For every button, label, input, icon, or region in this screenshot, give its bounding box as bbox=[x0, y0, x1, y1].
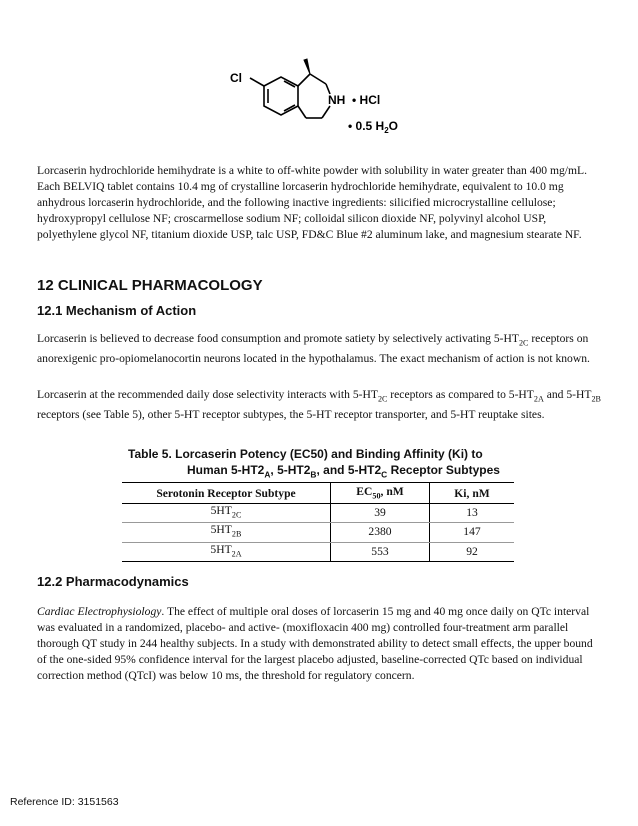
header-subtype: Serotonin Receptor Subtype bbox=[122, 483, 331, 504]
cell-ec50: 553 bbox=[331, 542, 430, 561]
salt-hcl: • HCl bbox=[352, 93, 381, 107]
section-12-2-heading: 12.2 Pharmacodynamics bbox=[37, 574, 189, 589]
hydrate-label: • 0.5 $H_2O$ bbox=[348, 119, 399, 135]
table-row bbox=[122, 504, 514, 523]
atom-cl: Cl bbox=[230, 71, 242, 85]
table-row bbox=[122, 523, 514, 542]
table-header-row bbox=[122, 483, 514, 504]
section-12-1-heading: 12.1 Mechanism of Action bbox=[37, 303, 197, 318]
cell-ec50: 2380 bbox=[331, 523, 430, 542]
section-12-heading: 12 CLINICAL PHARMACOLOGY bbox=[37, 277, 263, 294]
cell-ec50: 39 bbox=[331, 504, 430, 523]
table-5 bbox=[122, 482, 514, 562]
cell-ki: 13 bbox=[430, 504, 515, 523]
cell-subtype: $5HT_{2B}$ bbox=[122, 523, 331, 542]
reference-id: Reference ID: 3151563 bbox=[10, 796, 119, 808]
description-paragraph: Lorcaserin hydrochloride hemihydrate is a white to off-white powder with solubility in water greater than 400 mg/mL. Each BELVIQ tablet contains 10.4 mg of crystalline lorcaserin hydrochloride hemihydrate, equivalent to 10.0 mg anhydrous lorcaserin hydrochloride, and the following inactive ingredients: silicified microcrystalline cellulose; hydroxypropyl cellulose NF; croscarmellose sodium NF; colloidal silicon dioxide NF, polyvinyl alcohol USP, polyethylene glycol NF, titanium dioxide USP, talc USP, FD&C Blue #2 aluminum lake, and magnesium stearate NF. bbox=[37, 164, 588, 241]
atom-nh: NH bbox=[328, 93, 346, 107]
mechanism-paragraph-1: Lorcaserin is believed to decrease food consumption and promote satiety by selectively activating $5-HT_{2C}$ receptors on anorexigenic pro-opiomelanocortin neurons located in the hypothalamus. The exact mechanism of action is not known. bbox=[37, 332, 590, 366]
table-row bbox=[122, 542, 514, 561]
cell-ki: 147 bbox=[430, 523, 515, 542]
mechanism-paragraph-2: Lorcaserin at the recommended daily dose selectivity interacts with $5-HT_{2C}$ receptors as compared to $5-HT_{2A}$ and $5-HT_{2B}$ receptors (see Table 5), other 5-HT receptor subtypes, the 5-HT receptor transporter, and 5-HT reuptake sites. bbox=[37, 388, 601, 422]
table-5-title: Table 5. Lorcaserin Potency (EC50) and Binding Affinity (Ki) to Human $5-HT2_A$, $5-HT2_B$, and $5-HT2_C$ Receptor Subtypes bbox=[128, 447, 500, 480]
cell-subtype: $5HT_{2C}$ bbox=[122, 504, 331, 523]
cardiac-electrophysiology-label: Cardiac Electrophysiology bbox=[37, 605, 162, 618]
header-ki: Ki, nM bbox=[430, 483, 515, 504]
cell-subtype: $5HT_{2A}$ bbox=[122, 542, 331, 561]
pharmacodynamics-paragraph: Cardiac Electrophysiology. The effect of multiple oral doses of lorcaserin 15 mg and 40 mg once daily on QTc interval was evaluated in a randomized, placebo- and active- (moxifloxacin 400 mg) controlled four-treatment arm parallel thorough QT study in 244 healthy subjects. In a study with demonstrated ability to detect small effects, the upper bound of the one-sided 95% confidence interval for the largest placebo adjusted, baseline-corrected QTc based on individual correction method (QTcI) was below 10 ms, the threshold for regulatory concern. bbox=[37, 605, 593, 682]
cell-ki: 92 bbox=[430, 542, 515, 561]
chemical-structure bbox=[226, 56, 426, 136]
header-ec50: $EC_{50}$, nM bbox=[331, 483, 430, 504]
